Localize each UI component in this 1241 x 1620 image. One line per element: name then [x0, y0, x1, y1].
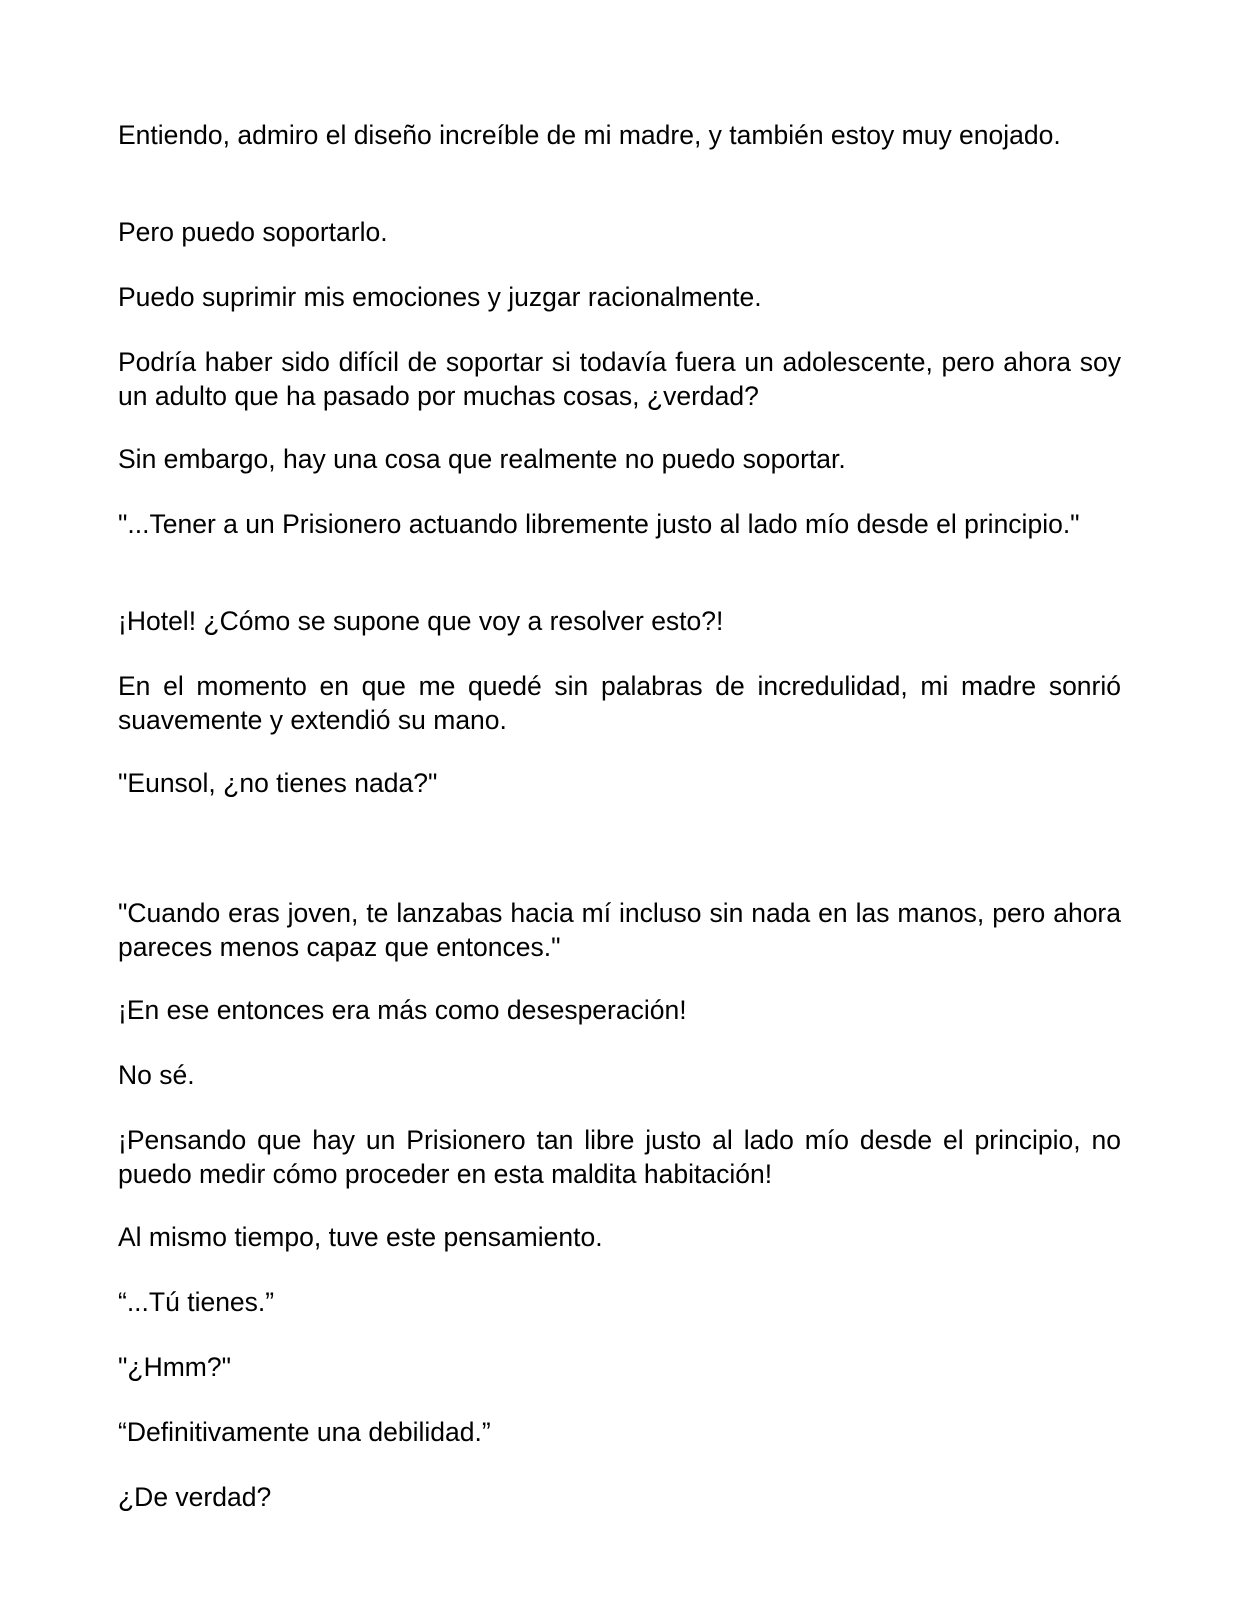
paragraph-13: ¡Pensando que hay un Prisionero tan libre justo al lado mío desde el principio, no puedo medir cómo proceder en esta maldita habitación!: [118, 1125, 1121, 1189]
paragraph-9: "Eunsol, ¿no tienes nada?": [118, 768, 438, 798]
paragraph-14: Al mismo tiempo, tuve este pensamiento.: [118, 1222, 603, 1252]
paragraph-8: En el momento en que me quedé sin palabras de incredulidad, mi madre sonrió suavemente y extendió su mano.: [118, 671, 1121, 735]
paragraph-15: “...Tú tienes.”: [118, 1287, 275, 1317]
paragraph-12: No sé.: [118, 1060, 195, 1090]
paragraph-3: Puedo suprimir mis emociones y juzgar racionalmente.: [118, 282, 762, 312]
paragraph-11: ¡En ese entonces era más como desesperación!: [118, 995, 687, 1025]
paragraph-17: “Definitivamente una debilidad.”: [118, 1417, 491, 1447]
paragraph-5: Sin embargo, hay una cosa que realmente no puedo soportar.: [118, 444, 846, 474]
paragraph-4: Podría haber sido difícil de soportar si todavía fuera un adolescente, pero ahora soy un adulto que ha pasado por muchas cosas, ¿verdad?: [118, 347, 1121, 411]
paragraph-10: "Cuando eras joven, te lanzabas hacia mí incluso sin nada en las manos, pero ahora pareces menos capaz que entonces.": [118, 898, 1121, 962]
paragraph-16: "¿Hmm?": [118, 1352, 232, 1382]
paragraph-7: ¡Hotel! ¿Cómo se supone que voy a resolver esto?!: [118, 606, 724, 636]
paragraph-6: "...Tener a un Prisionero actuando libremente justo al lado mío desde el principio.": [118, 509, 1080, 539]
paragraph-1: Entiendo, admiro el diseño increíble de mi madre, y también estoy muy enojado.: [118, 120, 1061, 150]
paragraph-18: ¿De verdad?: [118, 1482, 272, 1512]
paragraph-2: Pero puedo soportarlo.: [118, 217, 388, 247]
